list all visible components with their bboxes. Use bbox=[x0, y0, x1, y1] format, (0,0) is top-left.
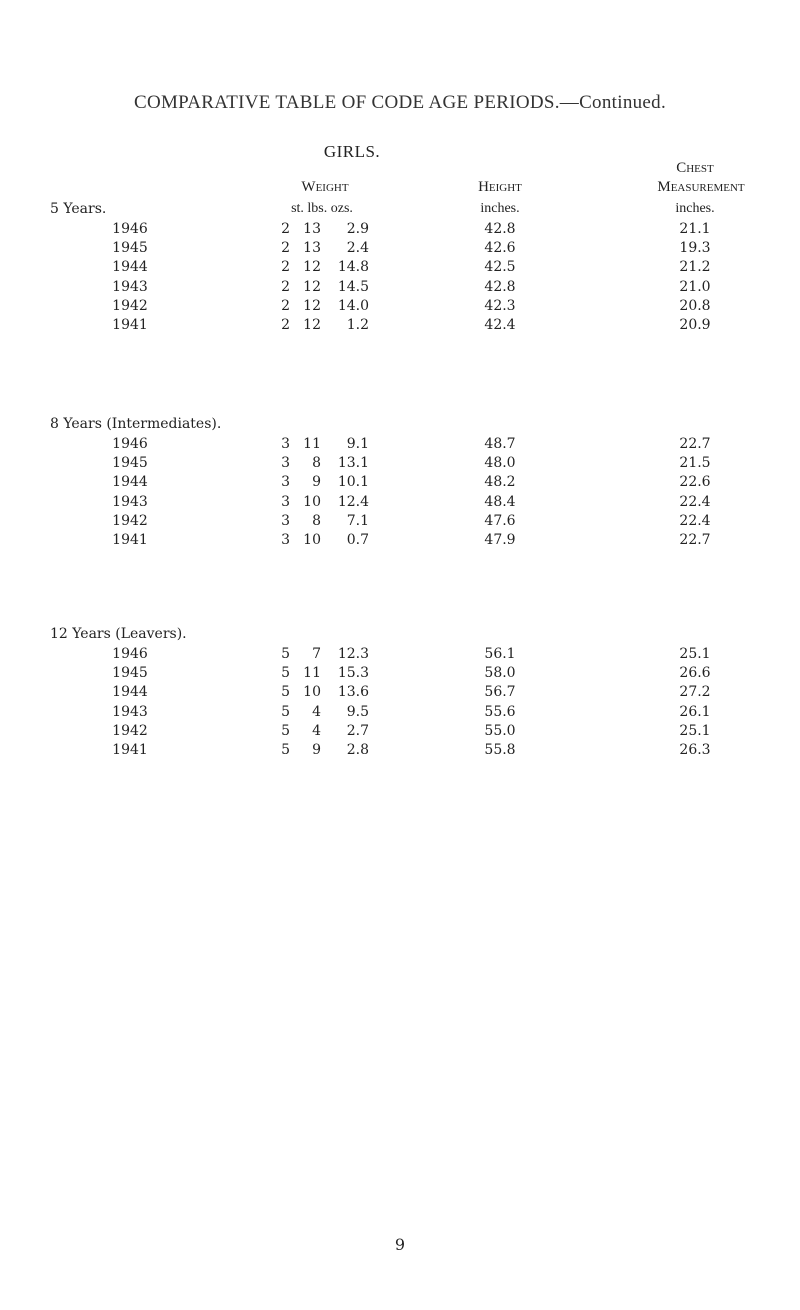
weight-ozs-cell: 13.1 bbox=[337, 455, 369, 472]
year-cell: 1945 bbox=[112, 455, 148, 472]
chest-cell: 26.3 bbox=[679, 742, 711, 758]
weight-lbs-cell: 13 bbox=[303, 221, 321, 237]
height-cell: 47.6 bbox=[484, 512, 516, 529]
weight-lbs-cell: 10 bbox=[303, 684, 321, 701]
weight-lbs-cell: 4 bbox=[312, 703, 321, 720]
height-cell: 55.6 bbox=[484, 703, 516, 720]
weight-ozs-cell: 0.7 bbox=[346, 532, 369, 548]
weight-st-cell: 2 bbox=[281, 221, 290, 237]
weight-lbs-cell: 13 bbox=[303, 240, 321, 257]
height-cell: 48.4 bbox=[484, 493, 516, 510]
chest-cell: 26.1 bbox=[679, 703, 711, 720]
year-cell: 1946 bbox=[112, 221, 148, 237]
chest-cell: 21.1 bbox=[679, 221, 711, 237]
height-cell: 42.8 bbox=[484, 278, 516, 295]
year-cell: 1942 bbox=[112, 512, 148, 529]
weight-st-cell: 3 bbox=[281, 436, 290, 452]
weight-st-cell: 2 bbox=[281, 240, 290, 257]
chest-cell: 22.7 bbox=[679, 436, 711, 452]
height-cell: 48.2 bbox=[484, 474, 516, 491]
weight-st-cell: 5 bbox=[281, 722, 290, 739]
table-subtitle: GIRLS. bbox=[323, 142, 381, 161]
height-cell: 48.0 bbox=[484, 455, 516, 472]
weight-units-header: st. lbs. ozs. bbox=[291, 201, 353, 216]
height-cell: 56.1 bbox=[484, 646, 516, 662]
year-cell: 1941 bbox=[112, 317, 148, 333]
weight-lbs-cell: 10 bbox=[303, 532, 321, 548]
weight-ozs-cell: 13.6 bbox=[337, 684, 369, 701]
height-cell: 55.8 bbox=[484, 742, 516, 758]
year-cell: 1943 bbox=[112, 703, 148, 720]
chest-cell: 19.3 bbox=[679, 240, 711, 257]
chest-cell: 25.1 bbox=[679, 722, 711, 739]
weight-lbs-cell: 12 bbox=[303, 278, 321, 295]
chest-cell: 21.0 bbox=[679, 278, 711, 295]
weight-st-cell: 5 bbox=[281, 646, 290, 662]
height-cell: 42.5 bbox=[484, 259, 516, 276]
weight-st-cell: 5 bbox=[281, 684, 290, 701]
height-cell: 42.3 bbox=[484, 297, 516, 314]
chest-cell: 25.1 bbox=[679, 646, 711, 662]
weight-lbs-cell: 10 bbox=[303, 493, 321, 510]
section-title: 5 Years. bbox=[50, 201, 107, 217]
year-cell: 1944 bbox=[112, 474, 148, 491]
weight-lbs-cell: 7 bbox=[312, 646, 321, 662]
weight-ozs-cell: 15.3 bbox=[337, 665, 369, 682]
weight-ozs-cell: 14.0 bbox=[337, 297, 369, 314]
weight-lbs-cell: 12 bbox=[303, 259, 321, 276]
year-cell: 1942 bbox=[112, 297, 148, 314]
height-header: Height bbox=[478, 179, 522, 195]
height-cell: 56.7 bbox=[484, 684, 516, 701]
chest-cell: 21.2 bbox=[679, 259, 711, 276]
height-cell: 42.4 bbox=[484, 317, 516, 333]
height-cell: 47.9 bbox=[484, 532, 516, 548]
year-cell: 1943 bbox=[112, 493, 148, 510]
weight-lbs-cell: 9 bbox=[312, 474, 321, 491]
section-title: 8 Years (Intermediates). bbox=[50, 416, 222, 432]
section-title: 12 Years (Leavers). bbox=[50, 626, 187, 642]
weight-ozs-cell: 14.8 bbox=[337, 259, 369, 276]
weight-ozs-cell: 2.8 bbox=[346, 742, 369, 758]
chest-cell: 20.9 bbox=[679, 317, 711, 333]
chest-cell: 22.4 bbox=[679, 493, 711, 510]
weight-ozs-cell: 1.2 bbox=[346, 317, 369, 333]
weight-lbs-cell: 11 bbox=[303, 665, 321, 682]
weight-st-cell: 2 bbox=[281, 297, 290, 314]
chest-cell: 22.6 bbox=[679, 474, 711, 491]
page-number: 9 bbox=[394, 1235, 406, 1254]
weight-ozs-cell: 10.1 bbox=[337, 474, 369, 491]
weight-st-cell: 5 bbox=[281, 742, 290, 758]
weight-lbs-cell: 12 bbox=[303, 297, 321, 314]
height-cell: 42.8 bbox=[484, 221, 516, 237]
weight-lbs-cell: 8 bbox=[312, 455, 321, 472]
weight-st-cell: 3 bbox=[281, 493, 290, 510]
weight-st-cell: 3 bbox=[281, 512, 290, 529]
weight-st-cell: 2 bbox=[281, 259, 290, 276]
chest-header-line2: Measurement bbox=[657, 179, 745, 195]
year-cell: 1946 bbox=[112, 436, 148, 452]
height-cell: 58.0 bbox=[484, 665, 516, 682]
height-cell: 42.6 bbox=[484, 240, 516, 257]
weight-st-cell: 5 bbox=[281, 703, 290, 720]
weight-st-cell: 5 bbox=[281, 665, 290, 682]
weight-lbs-cell: 8 bbox=[312, 512, 321, 529]
chest-cell: 21.5 bbox=[679, 455, 711, 472]
weight-ozs-cell: 14.5 bbox=[337, 278, 369, 295]
year-cell: 1944 bbox=[112, 684, 148, 701]
weight-ozs-cell: 9.1 bbox=[346, 436, 369, 452]
weight-ozs-cell: 2.4 bbox=[346, 240, 369, 257]
year-cell: 1946 bbox=[112, 646, 148, 662]
year-cell: 1942 bbox=[112, 722, 148, 739]
height-cell: 48.7 bbox=[484, 436, 516, 452]
weight-lbs-cell: 12 bbox=[303, 317, 321, 333]
page-title: COMPARATIVE TABLE OF CODE AGE PERIODS.—Continued. bbox=[133, 92, 667, 113]
year-cell: 1941 bbox=[112, 532, 148, 548]
chest-cell: 27.2 bbox=[679, 684, 711, 701]
year-cell: 1945 bbox=[112, 665, 148, 682]
weight-st-cell: 3 bbox=[281, 474, 290, 491]
weight-st-cell: 3 bbox=[281, 455, 290, 472]
chest-cell: 26.6 bbox=[679, 665, 711, 682]
weight-ozs-cell: 7.1 bbox=[346, 512, 369, 529]
weight-lbs-cell: 11 bbox=[303, 436, 321, 452]
year-cell: 1943 bbox=[112, 278, 148, 295]
weight-st-cell: 3 bbox=[281, 532, 290, 548]
weight-ozs-cell: 12.4 bbox=[337, 493, 369, 510]
chest-cell: 20.8 bbox=[679, 297, 711, 314]
chest-cell: 22.7 bbox=[679, 532, 711, 548]
height-units-header: inches. bbox=[480, 201, 520, 216]
weight-lbs-cell: 4 bbox=[312, 722, 321, 739]
weight-header: Weight bbox=[301, 179, 349, 195]
weight-ozs-cell: 12.3 bbox=[337, 646, 369, 662]
year-cell: 1941 bbox=[112, 742, 148, 758]
weight-ozs-cell: 2.7 bbox=[346, 722, 369, 739]
weight-st-cell: 2 bbox=[281, 278, 290, 295]
chest-header-line1: Chest bbox=[676, 160, 714, 176]
weight-ozs-cell: 2.9 bbox=[346, 221, 369, 237]
chest-cell: 22.4 bbox=[679, 512, 711, 529]
year-cell: 1945 bbox=[112, 240, 148, 257]
chest-units-header: inches. bbox=[675, 201, 715, 216]
weight-ozs-cell: 9.5 bbox=[346, 703, 369, 720]
year-cell: 1944 bbox=[112, 259, 148, 276]
weight-lbs-cell: 9 bbox=[312, 742, 321, 758]
height-cell: 55.0 bbox=[484, 722, 516, 739]
weight-st-cell: 2 bbox=[281, 317, 290, 333]
